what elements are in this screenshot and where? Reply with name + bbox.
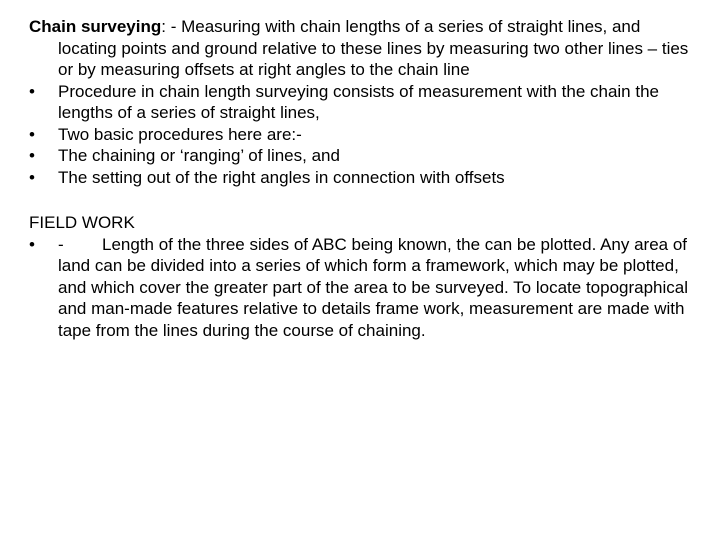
bullet-text: Procedure in chain length surveying consists of measurement with the chain the lengths of a series of straight lines, — [58, 81, 659, 122]
field-work-heading: FIELD WORK — [29, 213, 135, 232]
bullet-text: The setting out of the right angles in connection with offsets — [58, 167, 505, 187]
bullet-icon: • — [29, 234, 35, 254]
bullet-item — [29, 81, 700, 124]
intro-term: Chain surveying — [29, 17, 162, 36]
bullet-text: The chaining or ‘ranging’ of lines, and — [58, 146, 340, 165]
bullet-list — [29, 81, 700, 189]
bullet-icon: • — [29, 124, 35, 144]
intro-text: : - Measuring with chain lengths of a series of straight lines, and locating points and ground relative to these lines by measuring two other lines – ties or by measuring offsets at right angles to the chain line — [58, 17, 689, 79]
intro-paragraph — [29, 16, 700, 81]
bullet-icon: • — [29, 146, 35, 165]
bullet-item — [29, 124, 700, 146]
bullet-icon: • — [29, 167, 35, 187]
bullet-text: Two basic procedures here are:- — [58, 124, 302, 144]
field-work-list — [29, 234, 700, 342]
field-work-text: Length of the three sides of ABC being known, the can be plotted. Any area of land can be divided into a series of which form a framework, which may be plotted, and which cover the greater part of the area to be surveyed. To locate topographical and man-made features relative to details frame work, measurement are made with tape from the lines during the course of chaining. — [58, 234, 689, 340]
section-gap — [29, 188, 700, 212]
field-work-item — [29, 234, 700, 342]
bullet-item — [29, 167, 700, 189]
field-work-dash: - — [58, 234, 64, 254]
bullet-icon: • — [29, 81, 35, 101]
bullet-item — [29, 145, 700, 167]
